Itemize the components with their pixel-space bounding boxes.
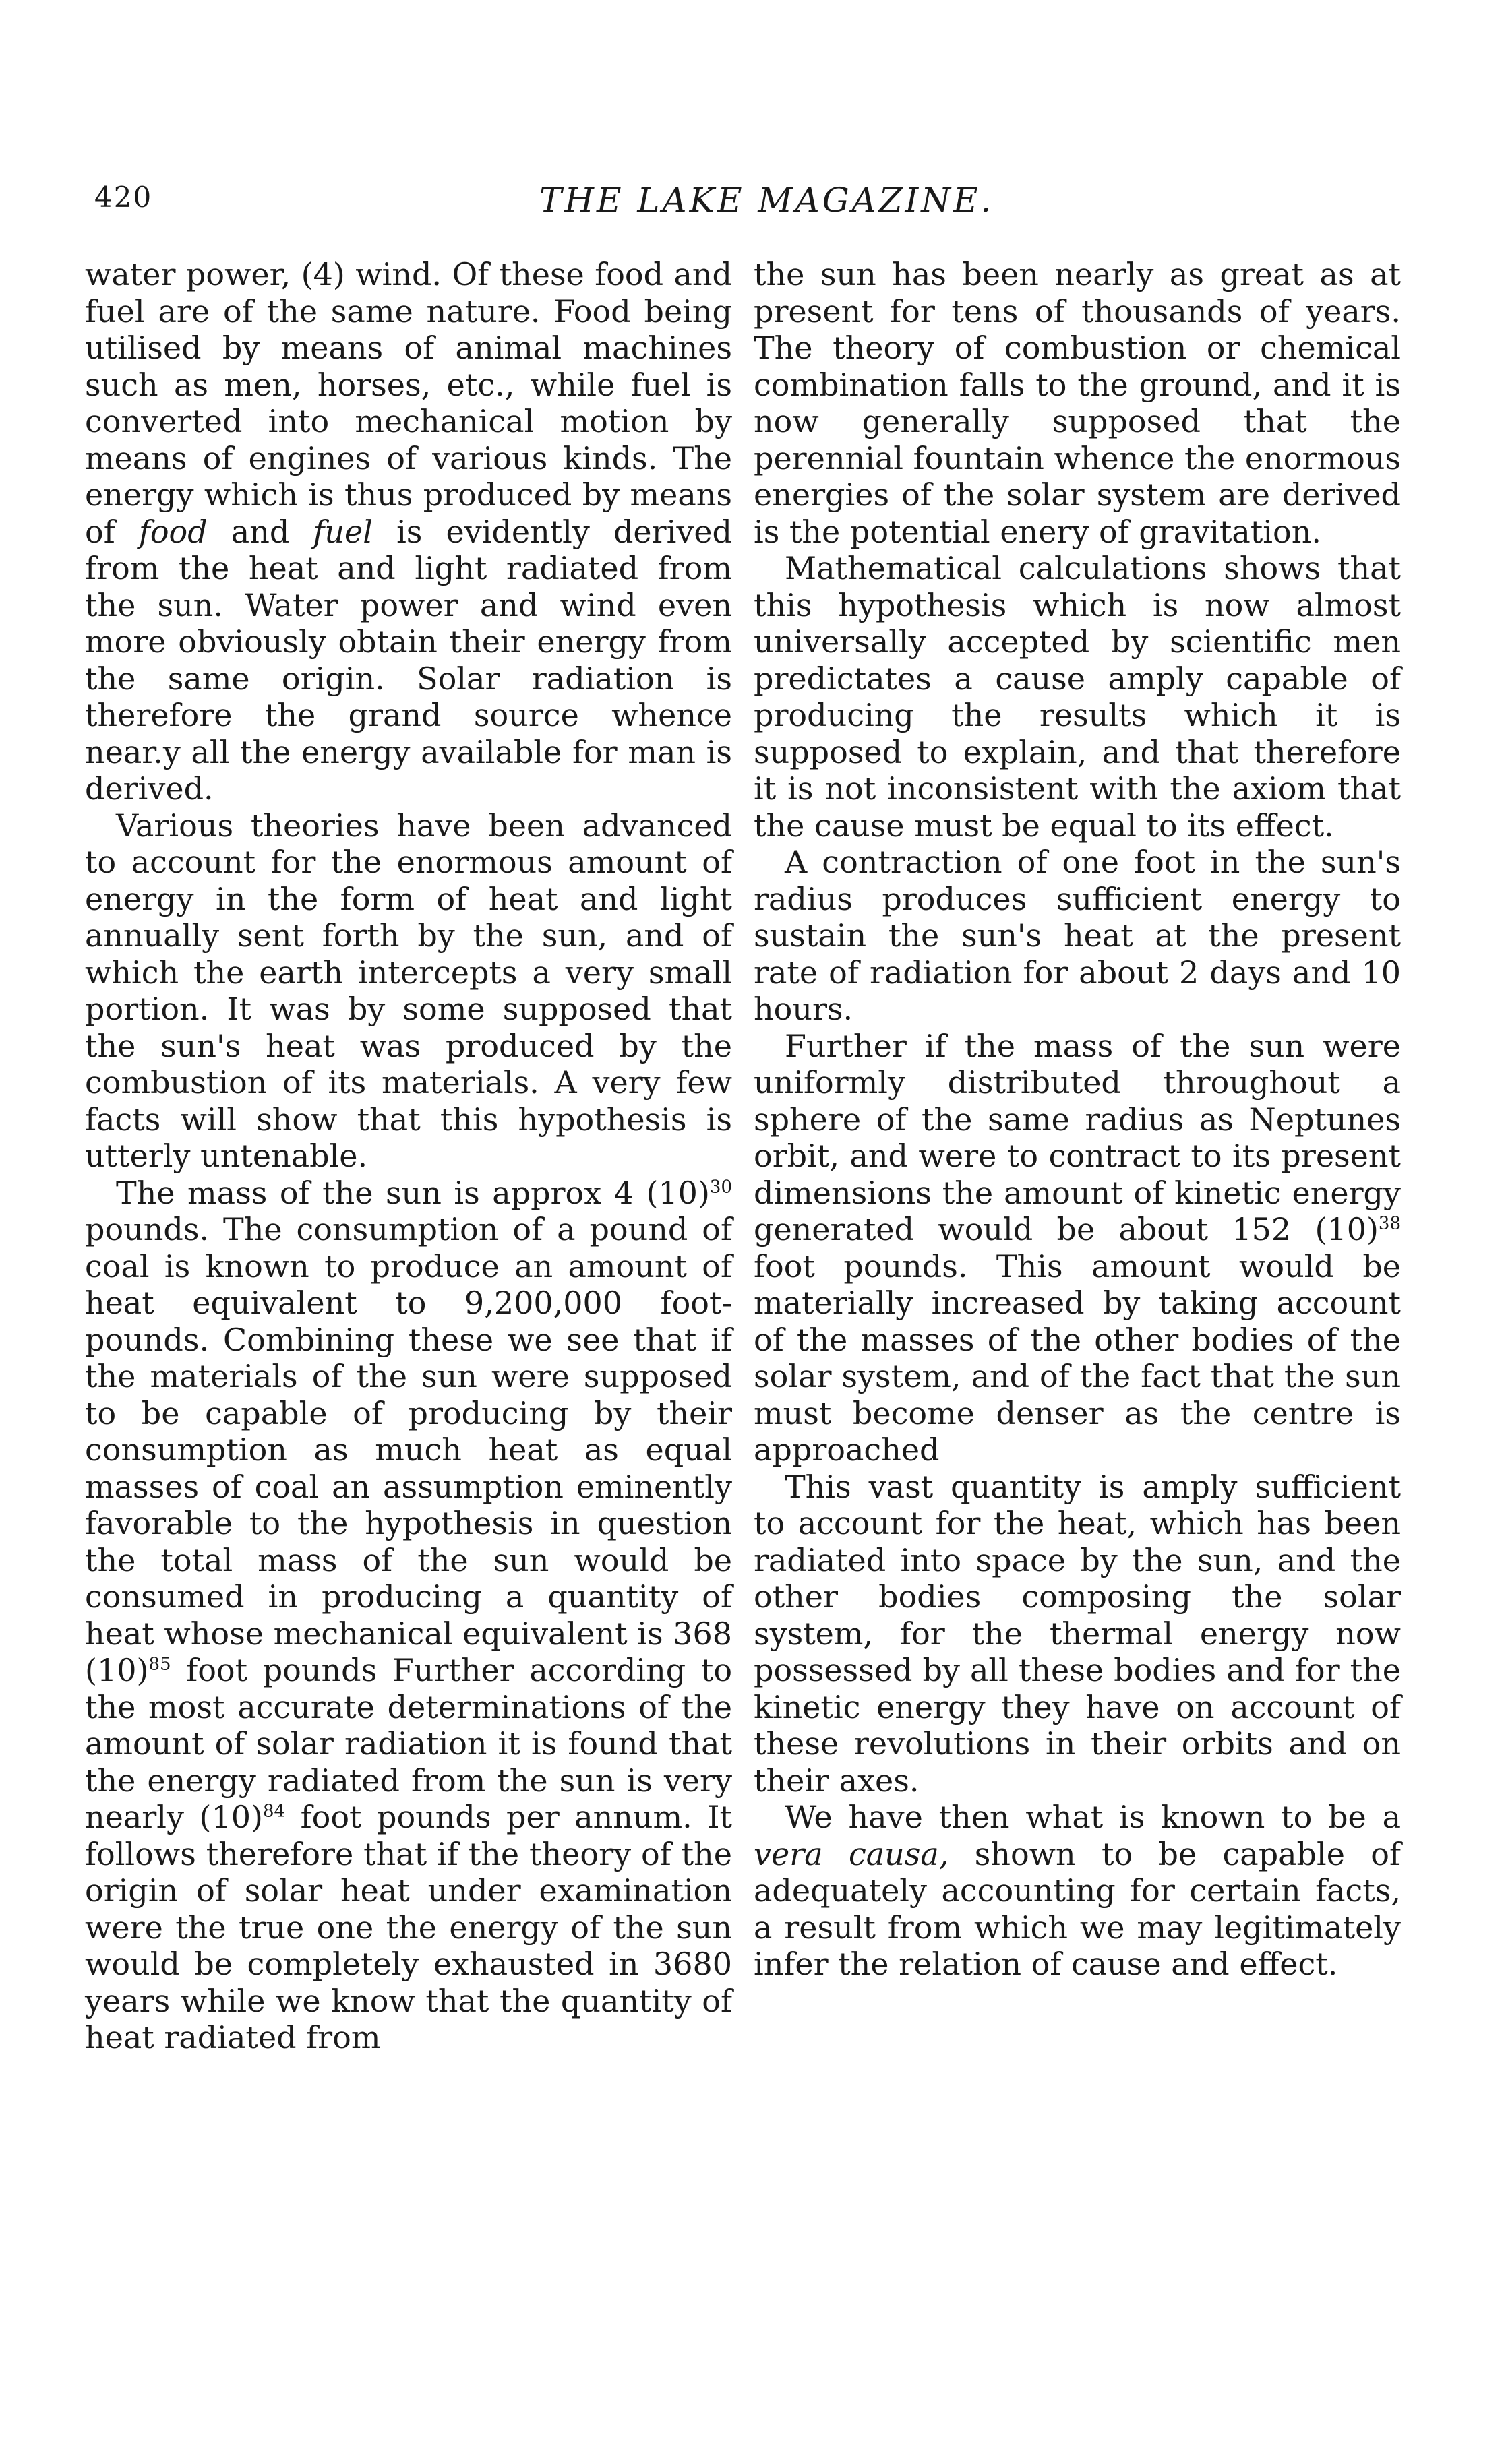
paragraph: the sun has been nearly as great as at present for tens of thousands of years. The theory of combustion or chemical combination falls to the ground, and it is now generally supposed that the perennial fountain whence the enormous energies of the solar system are derived is the potential enery of gravitation. [754, 256, 1401, 550]
paragraph: We have then what is known to be a vera causa, shown to be capable of adequately accounting for certain facts, a result from which we may legitimately infer the relation of cause and effect. [754, 1799, 1401, 1982]
exponent: 85 [148, 1654, 171, 1675]
page-header [94, 181, 1389, 228]
page-number: 420 [94, 181, 153, 214]
paragraph: Various theories have been advanced to account for the enormous amount of energy in the form of heat and light annually sent forth by the sun, and of which the earth intercepts a very small portion. It was by some supposed that the sun's heat was produced by the combustion of its materials. A very few facts will show that this hypothesis is utterly untenable. [85, 807, 732, 1174]
paragraph: This vast quantity is amply sufficient to account for the heat, which has been radiated into space by the sun, and the other bodies composing the solar system, for the thermal energy now possessed by all these bodies and for the kinetic energy they have on account of these revolutions in their orbits and on their axes. [754, 1468, 1401, 1799]
emphasis-vera-causa: vera causa, [754, 1835, 949, 1872]
exponent: 38 [1378, 1213, 1401, 1234]
running-title: THE LAKE MAGAZINE. [539, 181, 994, 220]
emphasis-fuel: fuel [313, 513, 373, 550]
emphasis-food: food [138, 513, 208, 550]
right-column [754, 256, 1401, 1983]
left-column [85, 256, 732, 2056]
paragraph: A contraction of one foot in the sun's radius produces sufficient energy to sustain the sun's heat at the present rate of radiation for about 2 days and 10 hours. [754, 844, 1401, 1027]
paragraph: The mass of the sun is approx 4 $(10)^{30}$ pounds. The consumption of a pound of coal is known to produce an amount of heat equivalent to 9,200,000 foot-pounds. Combining these we see that if the materials of the sun were supposed to be capable of producing by their consumption as much heat as equal masses of coal an assumption eminently favorable to the hypothesis in question the total mass of the sun would be consumed in producing a quantity of heat whose mechanical equivalent is 368 $(10)^{85}$ foot pounds Further according to the most accurate determinations of the amount of solar radiation it is found that the energy radiated from the sun is very nearly $(10)^{84}$ foot pounds per annum. It follows therefore that if the theory of the origin of solar heat under examination were the true one the energy of the sun would be completely exhausted in 3680 years while we know that the quantity of heat radiated from [85, 1174, 733, 2056]
paragraph: Further if the mass of the sun were uniformly distributed throughout a sphere of the same radius as Neptunes orbit, and were to contract to its present dimensions the amount of kinetic energy generated would be about 152 $(10)^{38}$ foot pounds. This amount would be materially increased by taking account of the masses of the other bodies of the solar system, and of the fact that the sun must become denser as the centre is approached [754, 1027, 1401, 1468]
exponent: 84 [262, 1801, 286, 1822]
paragraph: water power, (4) wind. Of these food and fuel are of the same nature. Food being utilised by means of animal machines such as men, horses, etc., while fuel is converted into mechanical motion by means of engines of various kinds. The energy which is thus produced by means of food and fuel is evidently derived from the heat and light radiated from the sun. Water power and wind even more obviously obtain their energy from the same origin. Solar radiation is therefore the grand source whence near.y all the energy available for man is derived. [85, 256, 733, 807]
paragraph: Mathematical calculations shows that this hypothesis which is now almost universally accepted by scientific men predictates a cause amply capable of producing the results which it is supposed to explain, and that therefore it is not inconsistent with the axiom that the cause must be equal to its effect. [754, 550, 1401, 844]
exponent: 30 [709, 1177, 732, 1198]
